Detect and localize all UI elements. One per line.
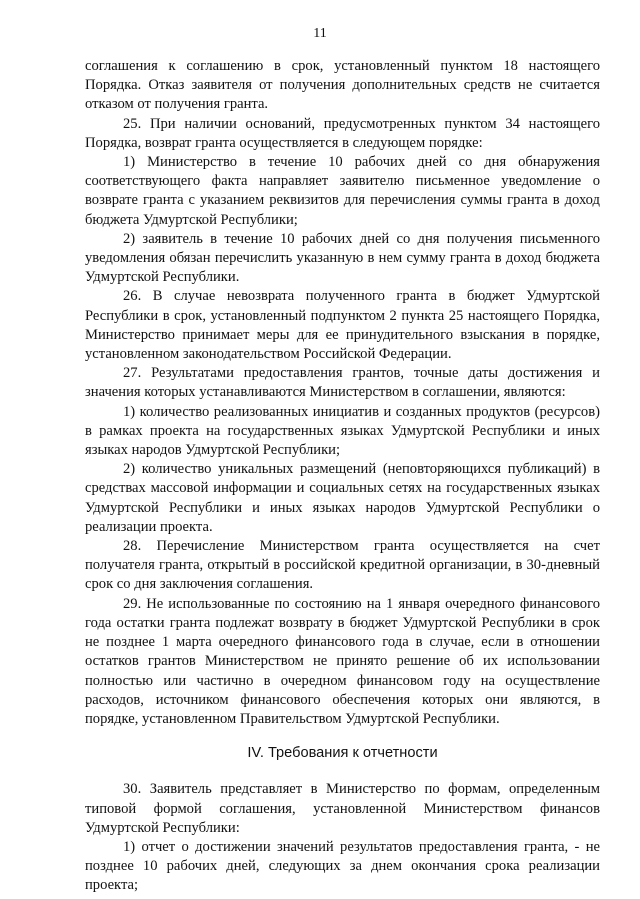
paragraph-26: 26. В случае невозврата полученного гранта в бюджет Удмуртской Республики в срок, установленный подпунктом 2 пункта 25 настоящего Порядка, Министерство принимает меры для ее принудительного взыскания в порядке, установленном законодательством Российской Федерации.: [85, 288, 600, 363]
paragraph-25-item-2: 2) заявитель в течение 10 рабочих дней со дня получения письменного уведомления обязан перечислить указанную в нем сумму гранта в доход бюджета Удмуртской Республики.: [85, 230, 600, 286]
paragraph-27: 27. Результатами предоставления грантов, точные даты достижения и значения которых устанавливаются Министерством в соглашении, являются:: [85, 365, 600, 401]
document-body: [85, 57, 600, 896]
paragraph-27-item-1: 1) количество реализованных инициатив и созданных продуктов (ресурсов) в рамках проекта на государственных языках Удмуртской Республики и иных языках народов Удмуртской Республики;: [85, 403, 600, 459]
paragraph-28: 28. Перечисление Министерством гранта осуществляется на счет получателя гранта, открытый в российской кредитной организации, в 30-дневный срок со дня заключения соглашения.: [85, 538, 600, 593]
paragraph-25-item-1: 1) Министерство в течение 10 рабочих дней со дня обнаружения соответствующего факта направляет заявителю письменное уведомление о возврате гранта с указанием реквизитов для перечисления суммы гранта в доход бюджета Удмуртской Республики;: [85, 154, 600, 228]
paragraph-25: 25. При наличии оснований, предусмотренных пунктом 34 настоящего Порядка, возврат гранта осуществляется в следующем порядке:: [85, 115, 600, 151]
paragraph-continuation: соглашения к соглашению в срок, установленный пунктом 18 настоящего Порядка. Отказ заявителя от получения дополнительных средств не считается отказом от получения гранта.: [85, 58, 600, 113]
paragraph-27-item-2: 2) количество уникальных размещений (неповторяющихся публикаций) в средствах массовой информации и социальных сетях на государственных языках Удмуртской Республики и иных языках народов Удмуртской Республики о реализации проекта.: [85, 461, 600, 535]
section-heading: IV. Требования к отчетности: [247, 745, 438, 762]
paragraph-29: 29. Не использованные по состоянию на 1 января очередного финансового года остатки гранта подлежат возврату в бюджет Удмуртской Республики в срок не позднее 1 марта очередного финансового года в случае, если в отношении остатков грантов Министерством не принято решение об их использовании полностью или частично в очередном финансовом году на осуществление расходов, источником финансового обеспечения которых они являются, в порядке, установленном Правительством Удмуртской Республики.: [85, 595, 600, 727]
page-number: 11: [313, 26, 327, 41]
paragraph-30: 30. Заявитель представляет в Министерство по формам, определенным типовой формой соглашения, установленной Министерством финансов Удмуртской Республики:: [85, 781, 600, 836]
paragraph-30-item-1: 1) отчет о достижении значений результатов предоставления гранта, - не позднее 10 рабочих дней, следующих за днем окончания срока реализации проекта;: [85, 838, 600, 894]
